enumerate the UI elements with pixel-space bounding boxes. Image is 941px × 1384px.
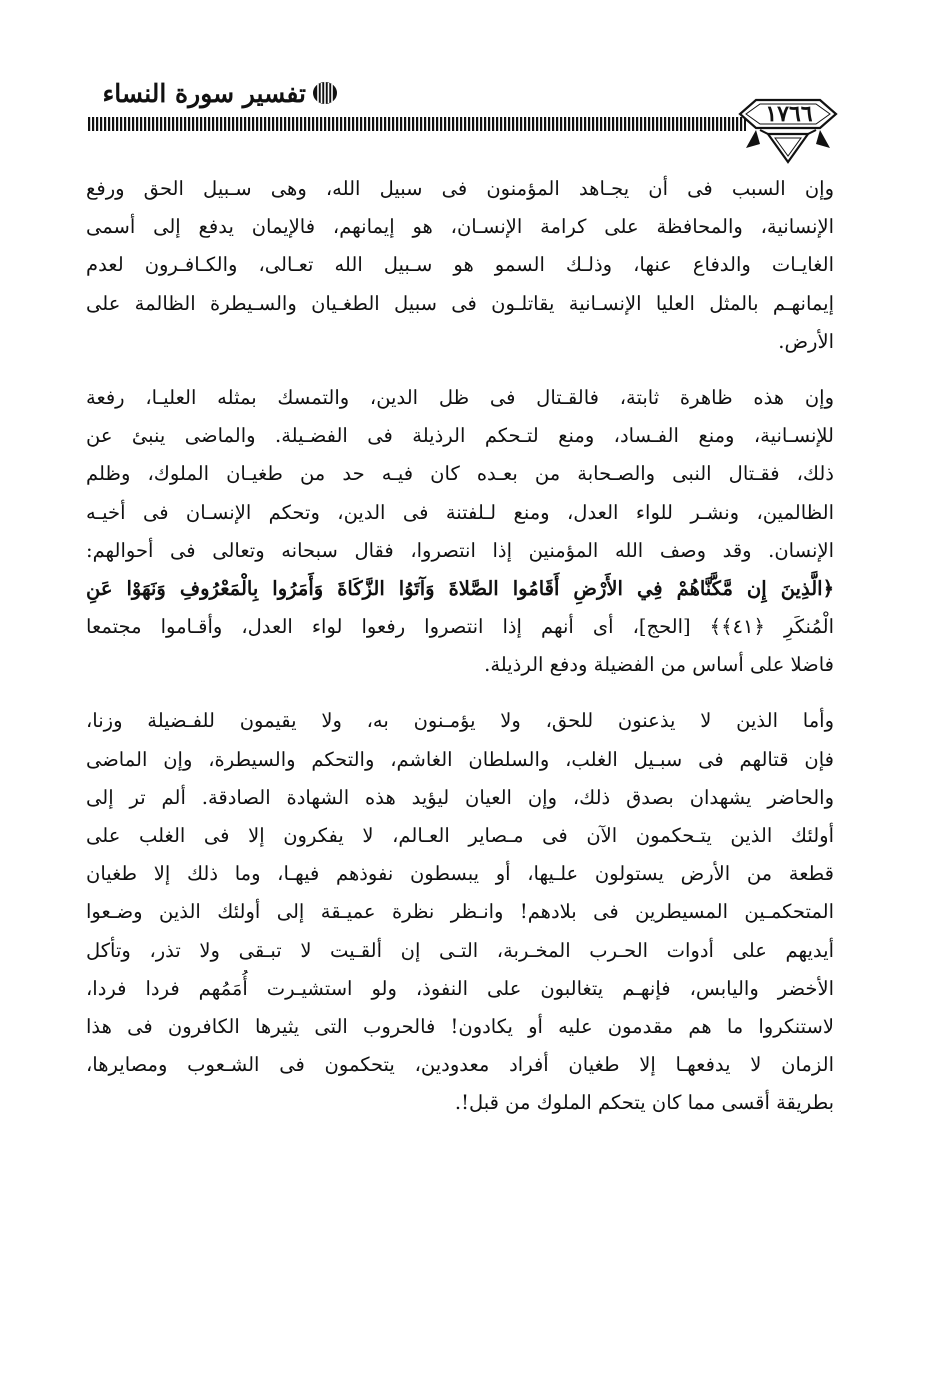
text-line: بطريقة أقسى مما كان يتحكم الملوك من قبل!. (454, 1091, 834, 1115)
text-line: الأرض. (778, 329, 834, 353)
text-line: ذلك، فقـتال النبى والصـحابة من بعـده كان فيـه حد من طغيـان الملوك، وظلم (86, 462, 834, 486)
quran-verse-line: ﴿الَّذِينَ إِن مَّكَّنَّاهُمْ فِي الأَرْضِ أَقَامُوا الصَّلاةَ وَآتَوُا الزَّكَاةَ وَأَمَرُوا بِالْمَعْرُوفِ وَنَهَوْا عَنِ (86, 576, 834, 600)
text-line: الزمان لا يدفعهـا إلا طغيان أفراد معدودين، يتحكمون فى الشـعوب ومصايرها، (86, 1053, 834, 1077)
text-line: للإنسـانية، ومنع الفـساد، ومنع لتـحكم الرذيلة فى الفضـيلة. والماضى ينبئ عن (86, 424, 834, 448)
page-number: ١٧٦٦ (765, 101, 813, 127)
text-line: الظالمين، ونشـر للواء العدل، ومنع لـلفتنة فى الدين، وتحكم الإنسـان فى أخيـه (86, 500, 834, 524)
text-line: فاضلا على أساس من الفضيلة ودفع الرذيلة. (484, 653, 834, 677)
paragraph-2 (86, 379, 834, 685)
header-divider-rule (88, 117, 746, 131)
text-line: أيديهم على أدوات الحـرب المخـربة، التـى إن ألقـيت لا تبـقى ولا تذر، وتأكل (86, 938, 834, 962)
decorative-ornament-icon (311, 80, 339, 106)
text-line: الأخضر واليابس، فإنهـم يتغالبون على النفوذ، ولو استشيـرت أُمَمُهم فردا فردا، (86, 976, 834, 1000)
text-line: وأما الذين لا يذعنون للحق، ولا يؤمـنون به، ولا يقيمون للفـضيلة وزنا، (86, 709, 834, 733)
text-line: إيمانهـم بالمثل العليا الإنسـانية يقاتلـون فى سبيل الطغـيان والسـيطرة الظالمة على (86, 291, 834, 315)
text-line: الإنسان. وقد وصف الله المؤمنين إذا انتصروا، فقال سبحانه وتعالى فى أحوالهم: (86, 538, 834, 562)
paragraph-1 (86, 170, 834, 361)
text-line: وإن السبب فى أن يجـاهد المؤمنون فى سبيل الله، وهى سـبيل الحق ورفع (86, 177, 834, 200)
paragraph-3 (86, 702, 834, 1122)
text-line: قطعة من الأرض يستولون علـيها، أو يبسطون نفوذهم فيهـا، وما ذلك إلا طغيان (86, 862, 834, 886)
text-line: الغايـات والدفاع عنها، وذلـك السمو هو سـبيل الله تعـالى، والكـافـرون لعدم (86, 253, 834, 277)
running-header-title: تفسير سورة النساء (102, 79, 306, 108)
text-line: والحاضر يشهدان بصدق ذلك، وإن العيان ليؤيد هذه الشهادة الصادقة. ألم تر إلى (86, 785, 834, 809)
quran-verse-line: الْمُنكَرِ ﴿٤١﴾﴾ [الحج]، أى أنهم إذا انتصروا رفعوا لواء العدل، وأقـاموا مجتمعا (86, 615, 834, 639)
text-line: فإن قتالهم فى سبـيل الغلب، والسلطان الغاشم، والتحكم والسيطرة، وإن الماضى (86, 747, 834, 771)
text-line: الإنسانية، والمحافظة على كرامة الإنسـان، هو إيمانهم، فالإيمان يدفع إلى أسمى (86, 215, 834, 239)
text-line: لاستنكروا ما هم مقدمون عليه أو يكادون! فالحروب التى يثيرها الكافرون فى هذا (86, 1014, 834, 1038)
body-text (86, 170, 834, 1123)
text-line: المتحكمـين المسيطرين فى بلادهم! وانـظر نظرة عميـقة إلى أولئك الذين وضـعوا (86, 900, 834, 924)
text-line: أولئك الذين يتـحكمون الآن فى مـصاير العـالم، لا يفكرون إلا فى الغلب على (86, 824, 834, 847)
text-line: وإن هذه ظاهرة ثابتة، فالقـتال فى ظل الدين، والتمسك بمثله العليـا، رفعة (86, 385, 834, 409)
